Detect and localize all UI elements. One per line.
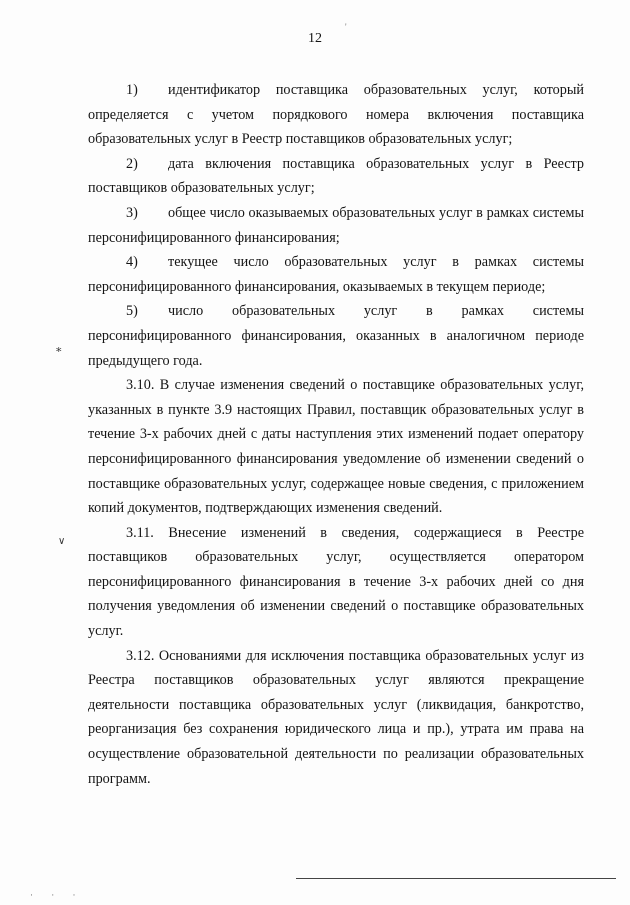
list-item-text: общее число оказываемых образовательных услуг в рамках системы персонифицированного финансирования; — [88, 204, 584, 246]
list-item-number: 1) — [126, 82, 138, 98]
list-item — [88, 152, 584, 201]
list-item-number: 3) — [126, 204, 138, 221]
list-item — [88, 299, 584, 373]
paragraph-3-10: 3.10. В случае изменения сведений о поставщике образовательных услуг, указанных в пункте 3.9 настоящих Правил, поставщик образовательных услуг в течение 3-х рабочих дней с даты наступления этих изменений подает оператору персонифицированного финансирования уведомление об изменении сведений о поставщике образовательных услуг, содержащее новые сведения, с приложением копий документов, подтверждающих изменения сведений. — [88, 377, 584, 517]
list-item-text: дата включения поставщика образовательных услуг в Реестр поставщиков образовательных услуг; — [88, 155, 584, 197]
scan-artifact-mark: ∗ — [55, 344, 63, 356]
scan-artifact-mark: ∨ — [58, 536, 66, 547]
list-item-text: число образовательных услуг в рамках системы персонифицированного финансирования, оказанных в аналогичном периоде предыдущего года. — [88, 303, 584, 369]
list-item-number: 5) — [126, 303, 138, 320]
paragraph-3-12: 3.12. Основаниями для исключения поставщика образовательных услуг из Реестра поставщиков образовательных услуг являются прекращение деятельности поставщика образовательных услуг (ликвидация, банкротство, реорганизация без сохранения юридического лица и пр.), утрата им права на осуществление образовательной деятельности по реализации образовательных программ. — [88, 647, 584, 787]
list-item — [88, 78, 584, 152]
scan-artifact-dots: · · · — [30, 890, 84, 900]
list-item — [88, 201, 584, 250]
list-item-number: 4) — [126, 254, 138, 271]
bottom-rule — [296, 878, 616, 879]
scan-artifact-mark: ' — [345, 22, 347, 32]
list-item-text: текущее число образовательных услуг в рамках системы персонифицированного финансирования, оказываемых в текущем периоде; — [88, 254, 584, 295]
list-item — [88, 250, 584, 299]
list-item-text: идентификатор поставщика образовательных услуг, который определяется с учетом порядкового номера включения поставщика образовательных услуг в Реестр поставщиков образовательных услуг; — [88, 82, 584, 148]
list-item-number: 2) — [126, 155, 138, 172]
page-number: 12 — [308, 31, 322, 46]
document-body — [88, 78, 584, 791]
paragraph-3-11: 3.11. Внесение изменений в сведения, содержащиеся в Реестре поставщиков образовательных услуг, осуществляется оператором персонифицированного финансирования в течение 3-х рабочих дней со дня получения уведомления об изменении сведений о поставщике образовательных услуг. — [88, 524, 584, 640]
